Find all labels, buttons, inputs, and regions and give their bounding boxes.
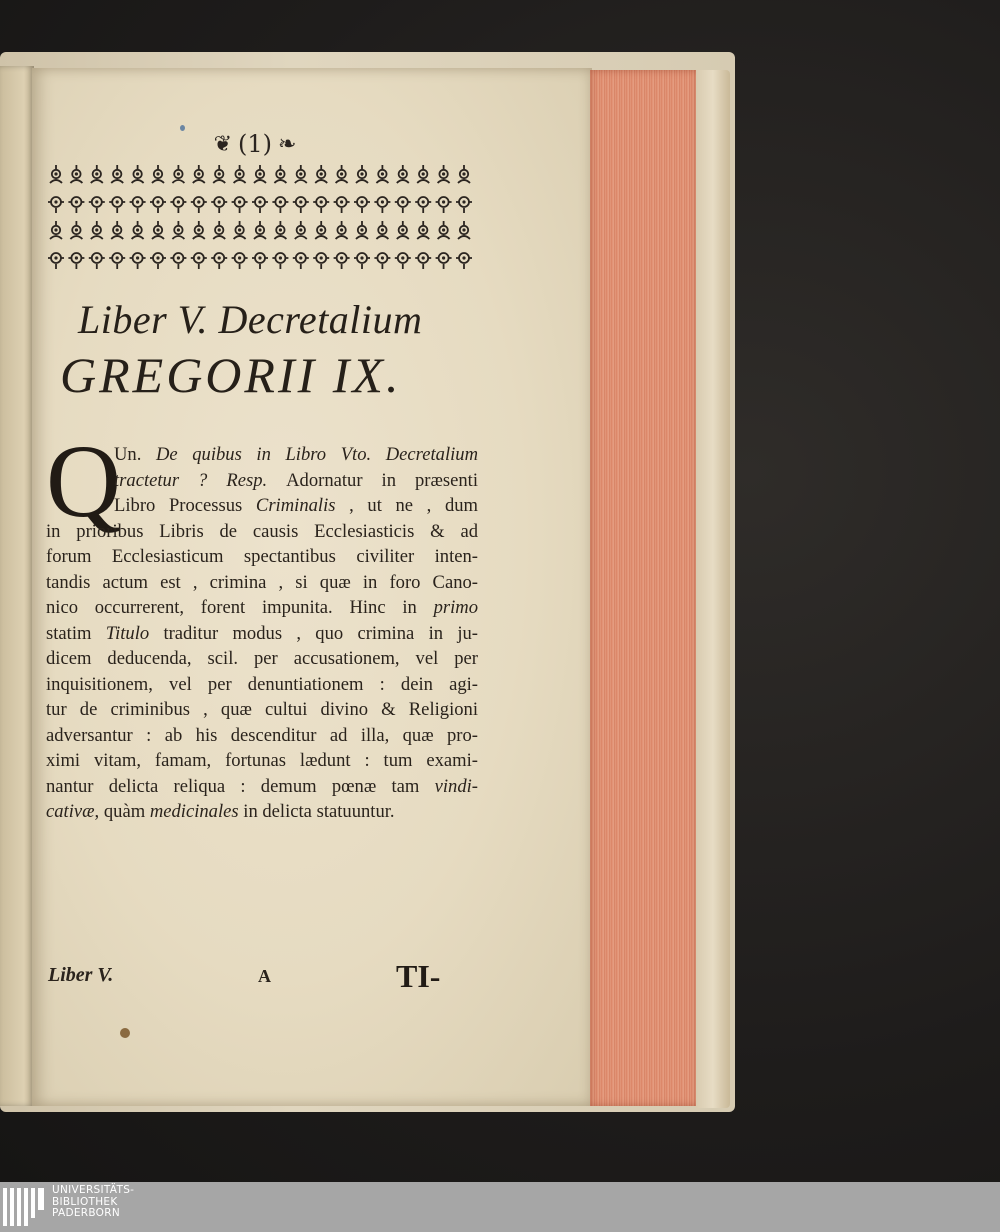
- ornament-motif: [315, 165, 327, 183]
- ornament-motif: [170, 197, 186, 213]
- ornament-motif: [436, 197, 452, 213]
- text-run: adversantur : ab his descenditur ad illa, quæ pro-: [46, 724, 478, 746]
- fleuron-right-icon: ❧: [278, 131, 297, 157]
- ornament-motif: [234, 221, 246, 239]
- ornament-motif: [109, 253, 125, 269]
- ornament-motif: [150, 253, 166, 269]
- sheet-mark: A: [258, 966, 271, 986]
- ornament-motif: [170, 253, 186, 269]
- text-line: [46, 672, 478, 698]
- ornament-motif: [130, 253, 146, 269]
- ornament-motif: [89, 253, 105, 269]
- ornament-motif: [334, 253, 350, 269]
- ornament-motif: [336, 165, 348, 183]
- ornament-motif: [152, 221, 164, 239]
- ornament-motif: [274, 221, 286, 239]
- ornament-motif: [193, 221, 205, 239]
- page-number: [190, 124, 320, 164]
- ornament-motif: [213, 221, 225, 239]
- ornament-motif: [109, 197, 125, 213]
- text-run: De quibus in Libro Vto. Decretalium: [155, 444, 478, 465]
- text-run: , ut ne , dum: [335, 495, 479, 516]
- text-run: medicinales: [149, 801, 239, 822]
- ornament-motif: [295, 165, 307, 183]
- text-line: [46, 723, 478, 749]
- text-run: nico occurrerent, forent impunita. Hinc in: [46, 597, 434, 618]
- ornament-motif: [397, 221, 409, 239]
- fleuron-left-icon: ❦: [213, 131, 232, 157]
- ornament-motif: [456, 197, 472, 213]
- body-text: [46, 442, 478, 842]
- library-logo-icon: [2, 1184, 48, 1230]
- page-number-text: (1): [238, 130, 272, 158]
- ornament-motif: [193, 165, 205, 183]
- text-run: traditur modus , quo crimina in ju-: [149, 622, 478, 644]
- ornament-motif: [456, 253, 472, 269]
- text-line: [46, 621, 478, 647]
- text-run: ximi vitam, famam, fortunas lædunt : tum exami-: [46, 750, 478, 771]
- ornament-motif: [91, 221, 103, 239]
- text-run: inquisitionem, vel per denuntiationem : dein agi-: [46, 673, 478, 695]
- ornament-motif: [272, 197, 288, 213]
- ornament-motif: [172, 165, 184, 183]
- ornament-motif: [272, 253, 288, 269]
- ornament-motif: [213, 165, 225, 183]
- text-line: [46, 646, 478, 672]
- ornament-motif: [374, 197, 390, 213]
- text-run: Criminalis: [255, 495, 336, 516]
- text-line: [46, 544, 478, 570]
- ornament-motif: [374, 253, 390, 269]
- text-run: Titulo: [105, 622, 150, 644]
- ornament-motif: [274, 165, 286, 183]
- ornament-motif: [313, 253, 329, 269]
- text-run: primo: [433, 597, 478, 618]
- text-run: dicem deducenda, scil. per accusationem, vel per: [46, 648, 478, 669]
- ornament-motif: [295, 221, 307, 239]
- foxing-spot: [120, 1028, 130, 1038]
- ornament-motif: [293, 253, 309, 269]
- ornament-motif: [254, 165, 266, 183]
- text-run: in delicta statuuntur.: [238, 801, 395, 822]
- text-line: [46, 442, 478, 468]
- text-run: Un.: [114, 444, 156, 465]
- text-run: statim: [46, 622, 106, 644]
- library-name-line-2: BIBLIOTHEK: [52, 1195, 118, 1208]
- text-run: tur de criminibus , quæ cultui divino & Religioni: [46, 699, 478, 720]
- signature-mark: Liber V.: [48, 964, 114, 986]
- ornament-motif: [232, 253, 248, 269]
- text-run: in prioribus Libris de causis Ecclesiasticis & ad: [46, 520, 478, 542]
- ornament-motif: [336, 221, 348, 239]
- headpiece-ornament: [46, 160, 476, 276]
- ornament-motif: [89, 197, 105, 213]
- ornament-motif: [111, 165, 123, 183]
- ornament-motif: [48, 197, 64, 213]
- ornament-motif: [356, 165, 368, 183]
- previous-page-edge: [0, 66, 34, 1106]
- text-run: tandis actum est , crimina , si quæ in foro Cano-: [46, 571, 478, 593]
- ornament-motif: [130, 197, 146, 213]
- drop-cap: Q: [46, 424, 122, 539]
- ornament-motif: [438, 165, 450, 183]
- text-run: tractetur ? Resp.: [114, 469, 287, 491]
- text-run: nantur delicta reliqua : demum pœnæ tam: [46, 775, 435, 797]
- ornament-motif: [458, 221, 470, 239]
- ornament-motif: [191, 253, 207, 269]
- cover-edge: [696, 70, 730, 1108]
- ornament-motif: [232, 197, 248, 213]
- ornament-motif: [48, 253, 64, 269]
- ornament-motif: [415, 197, 431, 213]
- text-run: Adornatur in præsenti: [286, 469, 478, 491]
- text-line: [46, 748, 478, 774]
- ornament-motif: [50, 221, 62, 239]
- ornament-motif: [91, 165, 103, 183]
- ornament-motif: [315, 221, 327, 239]
- text-run: Libro Processus: [114, 495, 256, 516]
- ornament-motif: [354, 197, 370, 213]
- ornament-motif: [252, 197, 268, 213]
- ornament-motif: [172, 221, 184, 239]
- ornament-motif: [111, 221, 123, 239]
- ornament-motif: [436, 253, 452, 269]
- ornament-motif: [313, 197, 329, 213]
- ornament-motif: [211, 253, 227, 269]
- ornament-motif: [395, 253, 411, 269]
- title-line-2: GREGORII IX.: [60, 347, 402, 403]
- ornament-motif: [395, 197, 411, 213]
- foxing-spot: [180, 125, 185, 131]
- ornament-motif: [132, 221, 144, 239]
- ornament-motif: [376, 165, 388, 183]
- ornament-motif: [191, 197, 207, 213]
- catchword: TI-: [396, 958, 441, 994]
- ornament-motif: [50, 165, 62, 183]
- library-name-line-3: PADERBORN: [52, 1207, 120, 1219]
- ornament-motif: [234, 165, 246, 183]
- ornament-motif: [68, 253, 84, 269]
- library-name: [52, 1185, 202, 1229]
- ornament-motif: [458, 165, 470, 183]
- fore-edge: [590, 70, 698, 1106]
- text-line: [46, 595, 478, 621]
- ornament-motif: [354, 253, 370, 269]
- ornament-motif: [397, 165, 409, 183]
- text-line: [46, 697, 478, 723]
- library-name-line-1: UNIVERSITÄTS-: [52, 1184, 135, 1196]
- ornament-motif: [356, 221, 368, 239]
- ornament-motif: [417, 221, 429, 239]
- text-line: [46, 774, 478, 800]
- ornament-motif: [68, 197, 84, 213]
- ornament-motif: [293, 197, 309, 213]
- ornament-motif: [70, 221, 82, 239]
- text-run: cativæ: [46, 801, 95, 822]
- ornament-motif: [417, 165, 429, 183]
- text-run: vindi-: [434, 775, 478, 797]
- text-line: [46, 468, 478, 494]
- ornament-motif: [211, 197, 227, 213]
- ornament-motif: [415, 253, 431, 269]
- ornament-motif: [376, 221, 388, 239]
- ornament-motif: [438, 221, 450, 239]
- ornament-motif: [252, 253, 268, 269]
- text-line: [46, 519, 478, 545]
- ornament-motif: [254, 221, 266, 239]
- text-line: [46, 799, 478, 825]
- ornament-motif: [152, 165, 164, 183]
- text-run: forum Ecclesiasticum spectantibus civiliter inten-: [46, 546, 478, 567]
- title-line-1: Liber V. Decretalium: [78, 297, 423, 342]
- ornament-motif: [150, 197, 166, 213]
- ornament-motif: [334, 197, 350, 213]
- text-line: [46, 493, 478, 519]
- text-line: [46, 570, 478, 596]
- ornament-motif: [132, 165, 144, 183]
- text-run: , quàm: [94, 801, 150, 822]
- ornament-motif: [70, 165, 82, 183]
